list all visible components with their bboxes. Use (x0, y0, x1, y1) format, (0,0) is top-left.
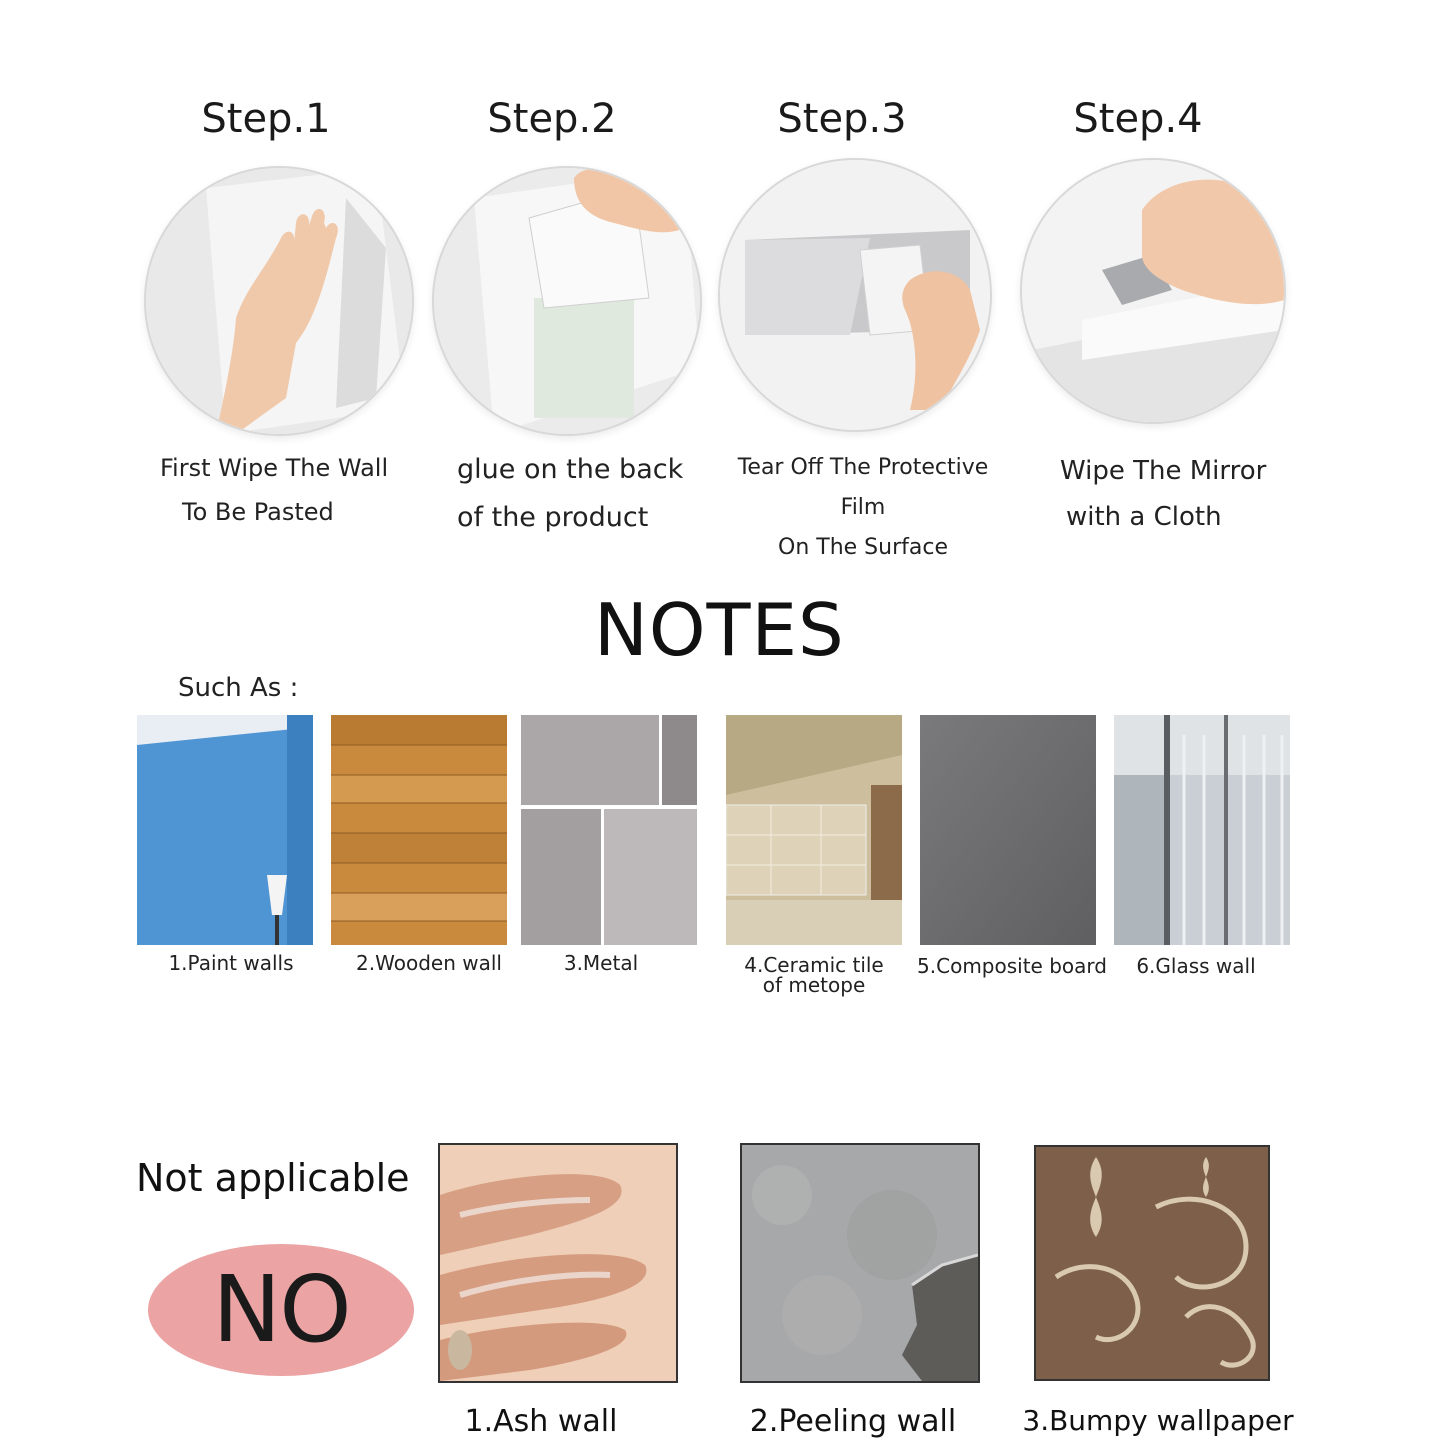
step-3-line1: Tear Off The Protective Film (737, 455, 989, 520)
not-applicable-label: Not applicable (136, 1156, 410, 1200)
no-badge-text: NO (212, 1256, 350, 1363)
step-1-title: Step.1 (201, 96, 331, 142)
step-2-description (457, 446, 683, 542)
step-3-title: Step.3 (777, 96, 907, 142)
surface-label-4-line1: 4.Ceramic tile (744, 953, 884, 977)
step-1-image (144, 166, 414, 436)
step-2-line2: of the product (457, 502, 649, 533)
step-4-title: Step.4 (1073, 96, 1203, 142)
step-2-line1: glue on the back (457, 454, 684, 485)
step-2-image (432, 166, 702, 436)
surface-tile-ceramic (726, 715, 902, 945)
surface-tile-metal (521, 715, 697, 945)
step-4-description (1060, 448, 1266, 540)
step-4-line1: Wipe The Mirror (1060, 456, 1267, 486)
step-2-title: Step.2 (487, 96, 617, 142)
surface-label-4-line2: of metope (762, 973, 866, 997)
surface-label-5: 5.Composite board (917, 954, 1107, 978)
step-3-image (718, 158, 992, 432)
surface-label-2: 2.Wooden wall (356, 951, 502, 975)
step-3-line2: On The Surface (778, 535, 948, 560)
bumpy-wallpaper-image (1034, 1145, 1270, 1381)
such-as-label: Such As : (178, 673, 299, 703)
step-4-line2: with a Cloth (1066, 502, 1222, 532)
step-1-line1: First Wipe The Wall (160, 454, 389, 482)
surface-label-3: 3.Metal (563, 951, 639, 975)
surface-tile-glass-wall (1114, 715, 1290, 945)
surface-tile-composite-board (920, 715, 1096, 945)
peeling-wall-label: 2.Peeling wall (749, 1404, 957, 1439)
surface-label-1: 1.Paint walls (168, 951, 294, 975)
surface-tile-paint-wall (137, 715, 313, 945)
step-1-line2: To Be Pasted (182, 498, 334, 526)
notes-title: NOTES (594, 588, 845, 672)
surface-tile-wooden-wall (331, 715, 507, 945)
step-1-description (160, 446, 388, 534)
peeling-wall-image (740, 1143, 980, 1383)
ash-wall-image (438, 1143, 678, 1383)
surface-label-6: 6.Glass wall (1136, 954, 1256, 978)
bumpy-wallpaper-label: 3.Bumpy wallpaper (1022, 1404, 1294, 1437)
step-4-image (1020, 158, 1286, 424)
ash-wall-label: 1.Ash wall (464, 1404, 618, 1439)
surface-label-4 (714, 955, 914, 995)
step-3-description (713, 448, 1013, 568)
